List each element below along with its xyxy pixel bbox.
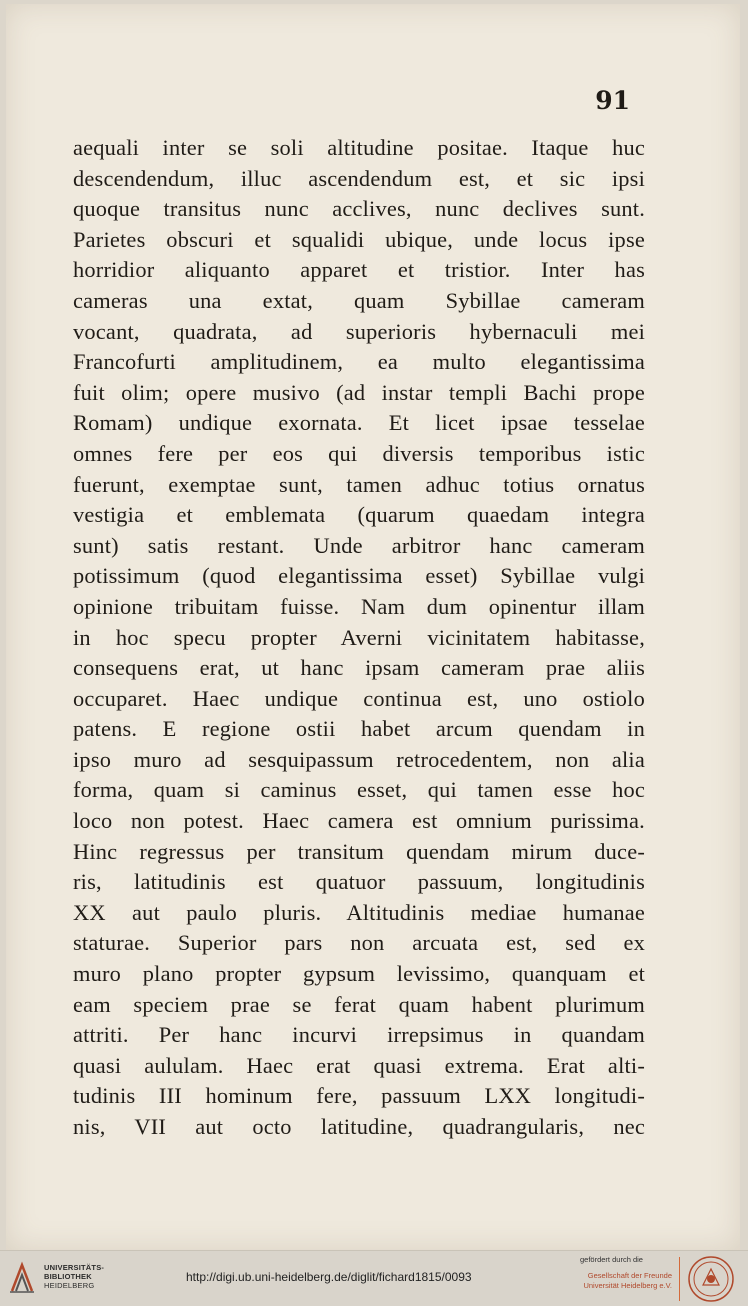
text-line: consequens erat, ut hanc ipsam cameram prae aliis <box>73 655 645 681</box>
text-line: fuit olim; opere musivo (ad instar templi Bachi prope <box>73 379 645 405</box>
text-line: occuparet. Haec undique continua est, uno ostiolo <box>73 685 645 711</box>
text-line: descendendum, illuc ascendendum est, et sic ipsi <box>73 165 645 191</box>
text-line: XX aut paulo pluris. Altitudinis mediae humanae <box>73 899 645 925</box>
text-line: sunt) satis restant. Unde arbitror hanc cameram <box>73 532 645 558</box>
text-line: vestigia et emblemata (quarum quaedam integra <box>73 502 645 528</box>
text-line: Parietes obscuri et squalidi ubique, unde locus ipse <box>73 226 645 252</box>
text-line: Romam) undique exornata. Et licet ipsae tesselae <box>73 410 645 436</box>
text-line: tudinis III hominum fere, passuum LXX longitudi- <box>73 1083 645 1109</box>
text-line: quoque transitus nunc acclives, nunc declives sunt. <box>73 196 645 222</box>
footer-divider <box>679 1257 680 1301</box>
text-line: eam speciem prae se ferat quam habent plurimum <box>73 991 645 1017</box>
text-line: in hoc specu propter Averni vicinitatem habitasse, <box>73 624 645 650</box>
text-line: ipso muro ad sesquipassum retrocedentem, non alia <box>73 746 645 772</box>
text-line: aequali inter se soli altitudine positae. Itaque huc <box>73 135 645 160</box>
text-line: ris, latitudinis est quatuor passuum, longitudinis <box>73 869 645 895</box>
text-line: forma, quam si caminus esset, qui tamen esse hoc <box>73 777 645 803</box>
library-name-line1: UNIVERSITÄTS- <box>44 1263 105 1272</box>
text-line: fuerunt, exemptae sunt, tamen adhuc totius ornatus <box>73 471 645 497</box>
text-line: staturae. Superior pars non arcuata est, sed ex <box>73 930 645 956</box>
text-line: Hinc regressus per transitum quendam mirum duce- <box>73 838 645 864</box>
text-line: Francofurti amplitudinem, ea multo elegantissima <box>73 349 645 375</box>
footer-bar <box>0 1250 748 1306</box>
library-name <box>44 1263 104 1290</box>
text-line: opinione tribuitam fuisse. Nam dum opinentur illam <box>73 593 645 619</box>
library-logo-icon <box>8 1261 36 1295</box>
sponsor-name-line1: Gesellschaft der Freunde <box>587 1271 672 1280</box>
library-name-line3: HEIDELBERG <box>44 1281 95 1290</box>
sponsor-name <box>582 1271 672 1290</box>
body-text <box>73 133 645 1143</box>
text-line: omnes fere per eos qui diversis temporibus istic <box>73 440 645 466</box>
text-line: muro plano propter gypsum levissimo, quanquam et <box>73 961 645 987</box>
text-line: potissimum (quod elegantissima esset) Sybillae vulgi <box>73 563 645 589</box>
text-line: nis, VII aut octo latitudine, quadrangularis, nec <box>73 1114 645 1139</box>
source-url-link[interactable]: http://digi.ub.uni-heidelberg.de/diglit/fichard1815/0093 <box>186 1270 472 1284</box>
text-line: cameras una extat, quam Sybillae cameram <box>73 287 645 313</box>
text-line: vocant, quadrata, ad superioris hybernaculi mei <box>73 318 645 344</box>
text-line: patens. E regione ostii habet arcum quendam in <box>73 716 645 742</box>
page-number: 91 <box>595 86 630 115</box>
text-line: horridior aliquanto apparet et tristior. Inter has <box>73 257 645 283</box>
text-line: attriti. Per hanc incurvi irrepsimus in quandam <box>73 1022 645 1048</box>
sponsor-name-line2: Universität Heidelberg e.V. <box>583 1280 672 1290</box>
book-page <box>6 4 740 1250</box>
text-line: loco non potest. Haec camera est omnium purissima. <box>73 808 645 834</box>
sponsor-label: gefördert durch die <box>580 1255 643 1264</box>
library-name-line2: BIBLIOTHEK <box>44 1272 92 1281</box>
text-line: quasi aululam. Haec erat quasi extrema. Erat alti- <box>73 1052 645 1078</box>
university-seal-icon <box>687 1255 735 1303</box>
